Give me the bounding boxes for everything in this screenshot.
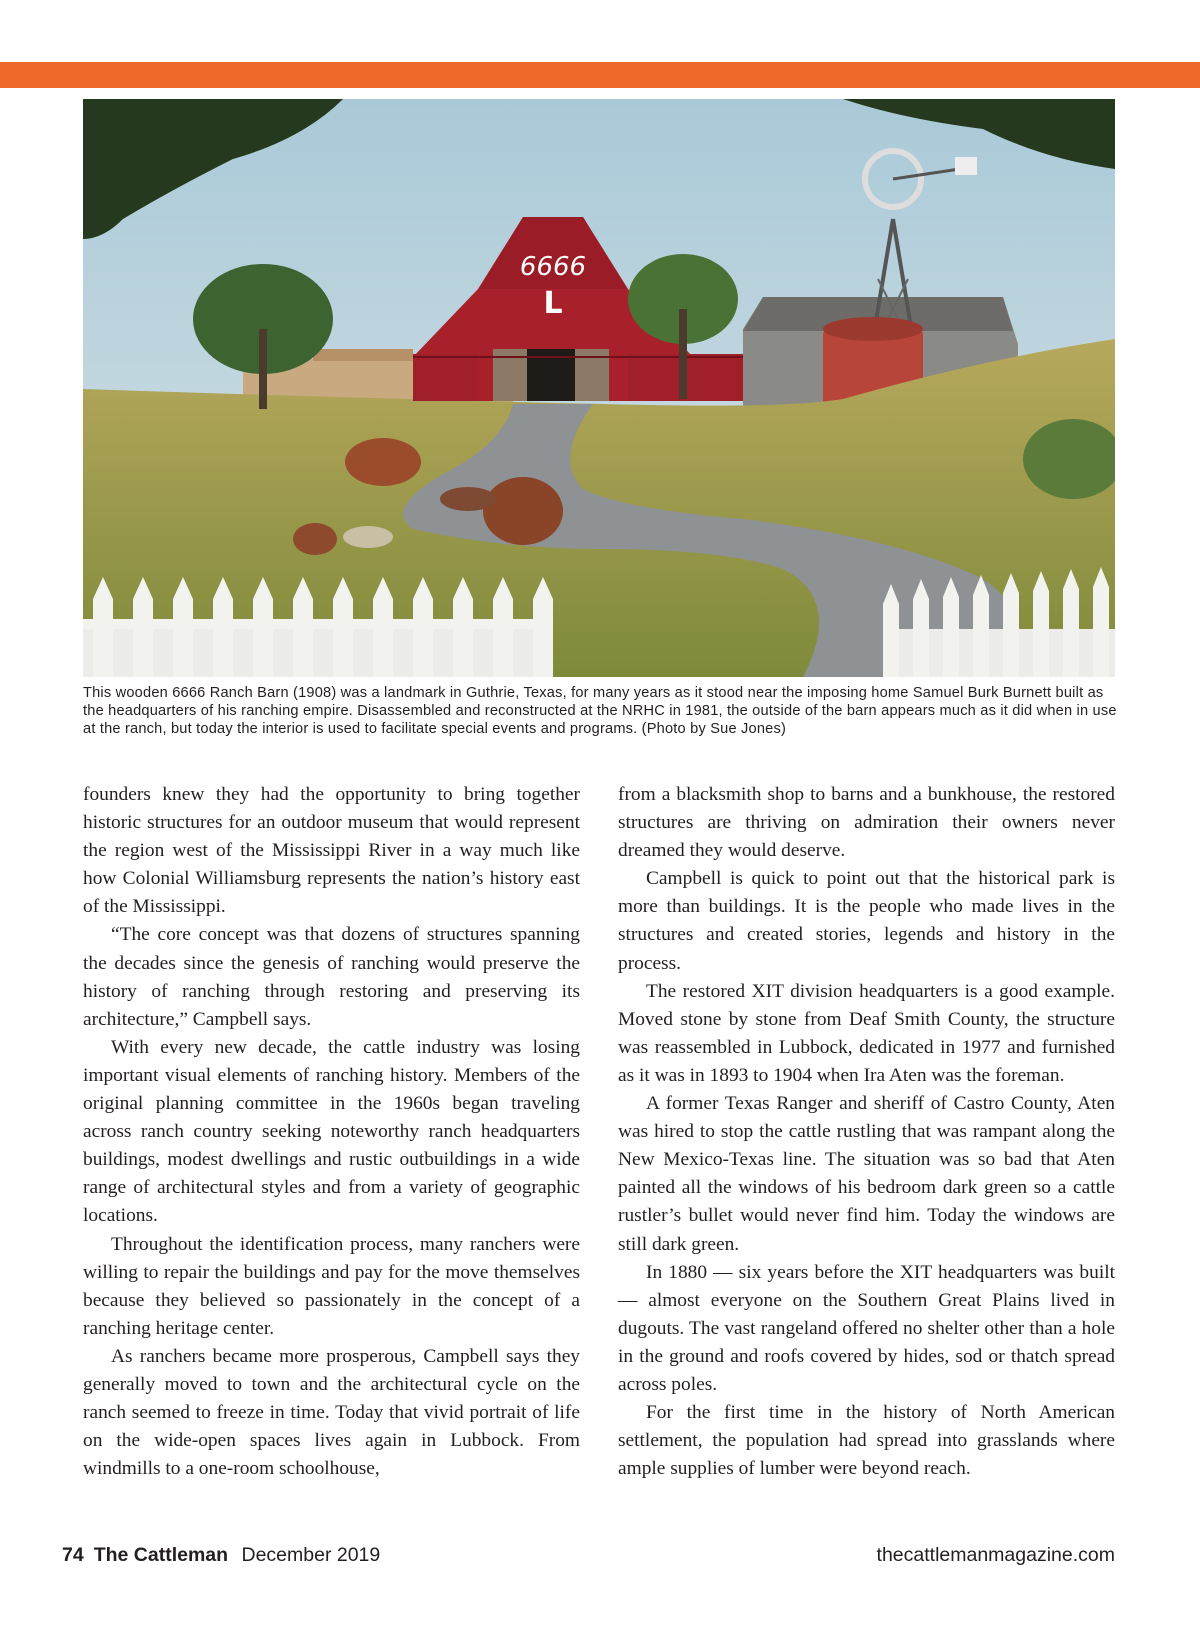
issue-date: December 2019 (241, 1544, 381, 1566)
photo-caption: This wooden 6666 Ranch Barn (1908) was a landmark in Guthrie, Texas, for many years as it stood near the imposing home Samuel Burk Burnett built as the headquarters of his ranching empire. Disassembled and reconstructed at the NRHC in 1981, the outside of the barn appears much as it did when in use at the ranch, but today the interior is used to facilitate special events and programs. (Photo by Sue Jones) (83, 685, 1117, 737)
page-footer (62, 1544, 1115, 1572)
paragraph: from a blacksmith shop to barns and a bunkhouse, the restored structures are thriving on admiration their owners never dreamed they would deserve. (618, 784, 1115, 862)
website-url: thecattlemanmagazine.com (876, 1544, 1115, 1566)
paragraph: As ranchers became more prosperous, Campbell says they generally moved to town and the architectural cycle on the ranch seemed to freeze in time. Today that vivid portrait of life on the wide-open spaces lives again in Lubbock. From windmills to a one-room schoolhouse, (83, 1345, 580, 1480)
paragraph: A former Texas Ranger and sheriff of Castro County, Aten was hired to stop the cattle rustling that was rampant along the New Mexico-Texas line. The situation was so bad that Aten painted all the windows of his bedroom dark green so a cattle rustler’s bullet would never find him. Today the windows are still dark green. (618, 1093, 1115, 1255)
paragraph: With every new decade, the cattle industry was losing important visual elements of ranching history. Members of the original planning committee in the 1960s began traveling across ranch country seeking noteworthy ranch headquarters buildings, modest dwellings and rustic outbuildings in a wide range of architectural styles and from a variety of geographic locations. (83, 1036, 580, 1227)
page-number: 74 (62, 1544, 84, 1566)
paragraph: For the first time in the history of North American settlement, the population had spread into grasslands where ample supplies of lumber were beyond reach. (618, 1402, 1115, 1480)
article-column-right (618, 781, 1115, 1483)
article-column-left (83, 781, 580, 1483)
paragraph: Throughout the identification process, many ranchers were willing to repair the buildings and pay for the move themselves because they believed so passionately in the concept of a ranching heritage center. (83, 1233, 580, 1339)
barn-sign-number: 6666 (519, 252, 587, 282)
paragraph: founders knew they had the opportunity to bring together historic structures for an outdoor museum that would represent the region west of the Mississippi River in a way much like how Colonial Williamsburg represents the nation’s history east of the Mississippi. (83, 784, 580, 918)
barn-sign-letter: L (543, 286, 563, 321)
top-accent-bar (0, 62, 1200, 88)
paragraph: Campbell is quick to point out that the historical park is more than buildings. It is the people who made lives in the structures and created stories, legends and history in the process. (618, 868, 1115, 974)
barn-photo (83, 99, 1115, 677)
paragraph: The restored XIT division headquarters is a good example. Moved stone by stone from Deaf Smith County, the structure was reassembled in Lubbock, dedicated in 1977 and furnished as it was in 1893 to 1904 when Ira Aten was the foreman. (618, 980, 1115, 1086)
paragraph: In 1880 — six years before the XIT headquarters was built — almost everyone on the Southern Great Plains lived in dugouts. The vast rangeland offered no shelter other than a hole in the ground and roofs covered by hides, sod or thatch spread across poles. (618, 1261, 1115, 1395)
paragraph: “The core concept was that dozens of structures spanning the decades since the genesis of ranching would preserve the history of ranching through restoring and preserving its architecture,” Campbell says. (83, 924, 580, 1030)
magazine-title: The Cattleman (93, 1544, 229, 1566)
